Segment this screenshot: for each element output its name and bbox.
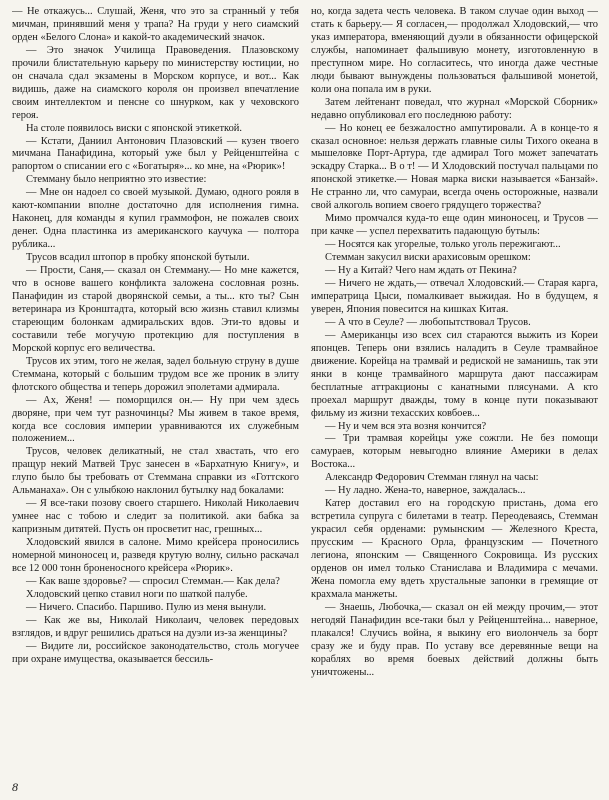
paragraph: но, когда задета честь человека. В таком случае один выход — стать к барьеру.— Я согласен,— продолжал Хлодовский,— что указ императора, вменяющий дуэли в обязанности офицерской службы, напоминает фальшивую монету, изготовленную в преступном мире. Но согласитесь, что иногда даже честные люди бывают вынуждены пользоваться фальшивой монетой, коли она попала им в руки.: [311, 6, 598, 95]
paragraph: Хлодовский цепко ставил ноги по шаткой палубе.: [26, 588, 248, 600]
paragraph: — Как же вы, Николай Николаич, человек передовых взглядов, и вдруг решились драться на дуэли из-за женщины?: [12, 614, 299, 639]
paragraph: — Три трамвая корейцы уже сожгли. Не без помощи самураев, которым невыгодно влияние Америки в делах Востока...: [311, 433, 598, 471]
paragraph: Трусов, человек деликатный, не стал хвастать, что его пращур некий Матвей Трус занесен в «Бархатную Книгу», и глупо было бы требовать от Стеммана справки из «Готтского Альманаха». Он с улыбкою наклонил бутылку над бокалами:: [12, 446, 299, 497]
paragraph: Катер доставил его на городскую пристань, дома его встретила супруга с билетами в театр. Переодеваясь, Стемман украсил себя орденами: румынским — Железного Креста, прусским — Красного Орла, французским — Почетного легиона, японским — Священного Сокровища. Из русских орденов он имел только Станислава и Владимира с мечами. Жена помогла ему вдеть хрустальные запонки в гремящие от крахмала манжеты.: [311, 498, 598, 600]
paragraph: Стемману было неприятно это известие:: [26, 174, 207, 186]
left-column: [12, 6, 299, 776]
paragraph: — Ничего. Спасибо. Паршиво. Пулю из меня вынули.: [26, 601, 267, 613]
paragraph: — Ну и чем вся эта возня кончится?: [325, 420, 487, 432]
paragraph: — Кстати, Даниил Антонович Плазовский — кузен твоего мичмана Панафидина, который уже был у Рейценштейна с рапортом о списании его с «Богатыря»... ко мне, на «Рюрик»!: [12, 135, 299, 173]
paragraph: На столе появилось виски с японской этикеткой.: [26, 122, 242, 134]
paragraph: Затем лейтенант поведал, что журнал «Морской Сборник» недавно опубликовал его последнюю работу:: [311, 96, 598, 121]
paragraph: — Я все-таки позову своего старшего. Николай Николаевич умнее нас с тобою и следит за политикой. аки бабка за капризным дитятей. Пусть он просветит нас, грешных...: [12, 498, 299, 536]
paragraph: — Ах, Женя! — поморщился он.— Ну при чем здесь дворяне, при чем тут разночинцы? Мы живем в такое время, когда все сословия империи уравниваются их служебным положением...: [12, 394, 299, 445]
page-number: 8: [12, 780, 18, 794]
paragraph: — Это значок Училища Правоведения. Плазовскому прочили блистательную карьеру по министерству юстиции, но он сначала сдал экзамены в Морском корпусе, и вот... Как видишь, даже на сиамского короля он произвел впечатление своим интеллектом и пенсне со шнурком, как у чеховского героя.: [12, 44, 299, 121]
paragraph: Александр Федорович Стемман глянул на часы:: [325, 472, 539, 484]
paragraph: — Прости, Саня,— сказал он Стемману.— Но мне кажется, что в основе вашего конфликта заложена сословная рознь. Панафидин из старой дворянской семьи, а ты... кто ты? Сын ветеринара из Кронштадта, который всю жизнь ставил клизмы стареющим болонкам адмиральских вдов. Эти-то вдовы и составили тебе могучую протекцию для поступления в Морской корпус его величества.: [12, 265, 299, 354]
paragraph: — Носятся как угорелые, только уголь пережигают...: [325, 239, 561, 251]
paragraph: — Мне он надоел со своей музыкой. Думаю, одного рояля в кают-компании вполне достаточно для исполнения гимна. Наконец, для команды я купил граммофон, не пожалев своих денег. Одна пластинка из американского каучука — полтора рублика...: [12, 187, 299, 251]
right-column: [311, 6, 598, 776]
paragraph: — Ну ладно. Жена-то, наверное, заждалась...: [325, 485, 526, 497]
paragraph: — Ничего не ждать,— отвечал Хлодовский.— Старая карга, императрица Цыси, помалкивает выжидая. Но в будущем, я уверен, Япония повесится на кишках Китая.: [311, 278, 598, 315]
paragraph: — Не откажусь... Слушай, Женя, что это за странный у тебя мичман, принявший меня у трапа? На груди у него сиамский орден «Белого Слона» и какой-то академический значок.: [12, 6, 299, 43]
paragraph: Хлодовский явился в салоне. Мимо крейсера проносились номерной миноносец и, разведя крутую волну, сильно раскачал все 12 000 тонн броненосного крейсера «Рюрик».: [12, 537, 299, 574]
paragraph: Трусов всадил штопор в пробку японской бутыли.: [26, 252, 250, 264]
paragraph: — Американцы изо всех сил стараются выжить из Кореи японцев. Теперь они взялись наладить в Сеуле трамвайное движение. Корейца на трамвай и редиской не заманишь, так эти янки в конце трамвайного маршрута дают пассажирам бесплатные аттракционы с канатными плясунами. А кто проехал маршрут дважды, тому в конце пути показывают фильму из жизни техасских ковбоев...: [311, 329, 598, 419]
paragraph: — Знаешь, Любочка,— сказал он ей между прочим,— этот негодяй Панафидин все-таки был у Рейценштейна... наверное, плакался! Случись война, я выкину его виолончель за борт сразу же и буду прав. По уставу все деревянные вещи на кораблях во время боевых действий должны быть уничтожены...: [311, 601, 598, 678]
paragraph: Трусов их этим, того не желая, задел больную струну в душе Стеммана, который с большим трудом все же проник в элиту флотского общества и теперь дорожил эполетами адмирала.: [12, 355, 299, 393]
paragraph: — Но конец ее безжалостно ампутировали. А в конце-то я сказал основное: нельзя держать главные силы Тихого океана в мышеловке Порт-Артура, где адмирал Того может запечатать эскадру Старка... В о т! — И Хлодовский постучал пальцами по японской этикетке.— Новая марка виски называется «Банзай». Не странно ли, что самураи, всегда очень осторожные, назвали свой алкоголь вопием своего грядущего торжества?: [311, 122, 598, 212]
paragraph: — А что в Сеуле? — любопытствовал Трусов.: [325, 316, 531, 328]
paragraph: Мимо промчался куда-то еще один миноносец, и Трусов — при качке — успел перехватить падающую бутыль:: [311, 213, 598, 238]
page: [12, 6, 598, 794]
paragraph: — Как ваше здоровье? — спросил Стемман.— Как дела?: [26, 575, 280, 587]
paragraph: — Ну а Китай? Чего нам ждать от Пекина?: [325, 265, 517, 277]
paragraph: — Видите ли, российское законодательство, столь могучее при охране имущества, оказывается бессиль-: [12, 640, 299, 665]
paragraph: Стемман закусил виски арахисовым орешком:: [325, 252, 531, 264]
